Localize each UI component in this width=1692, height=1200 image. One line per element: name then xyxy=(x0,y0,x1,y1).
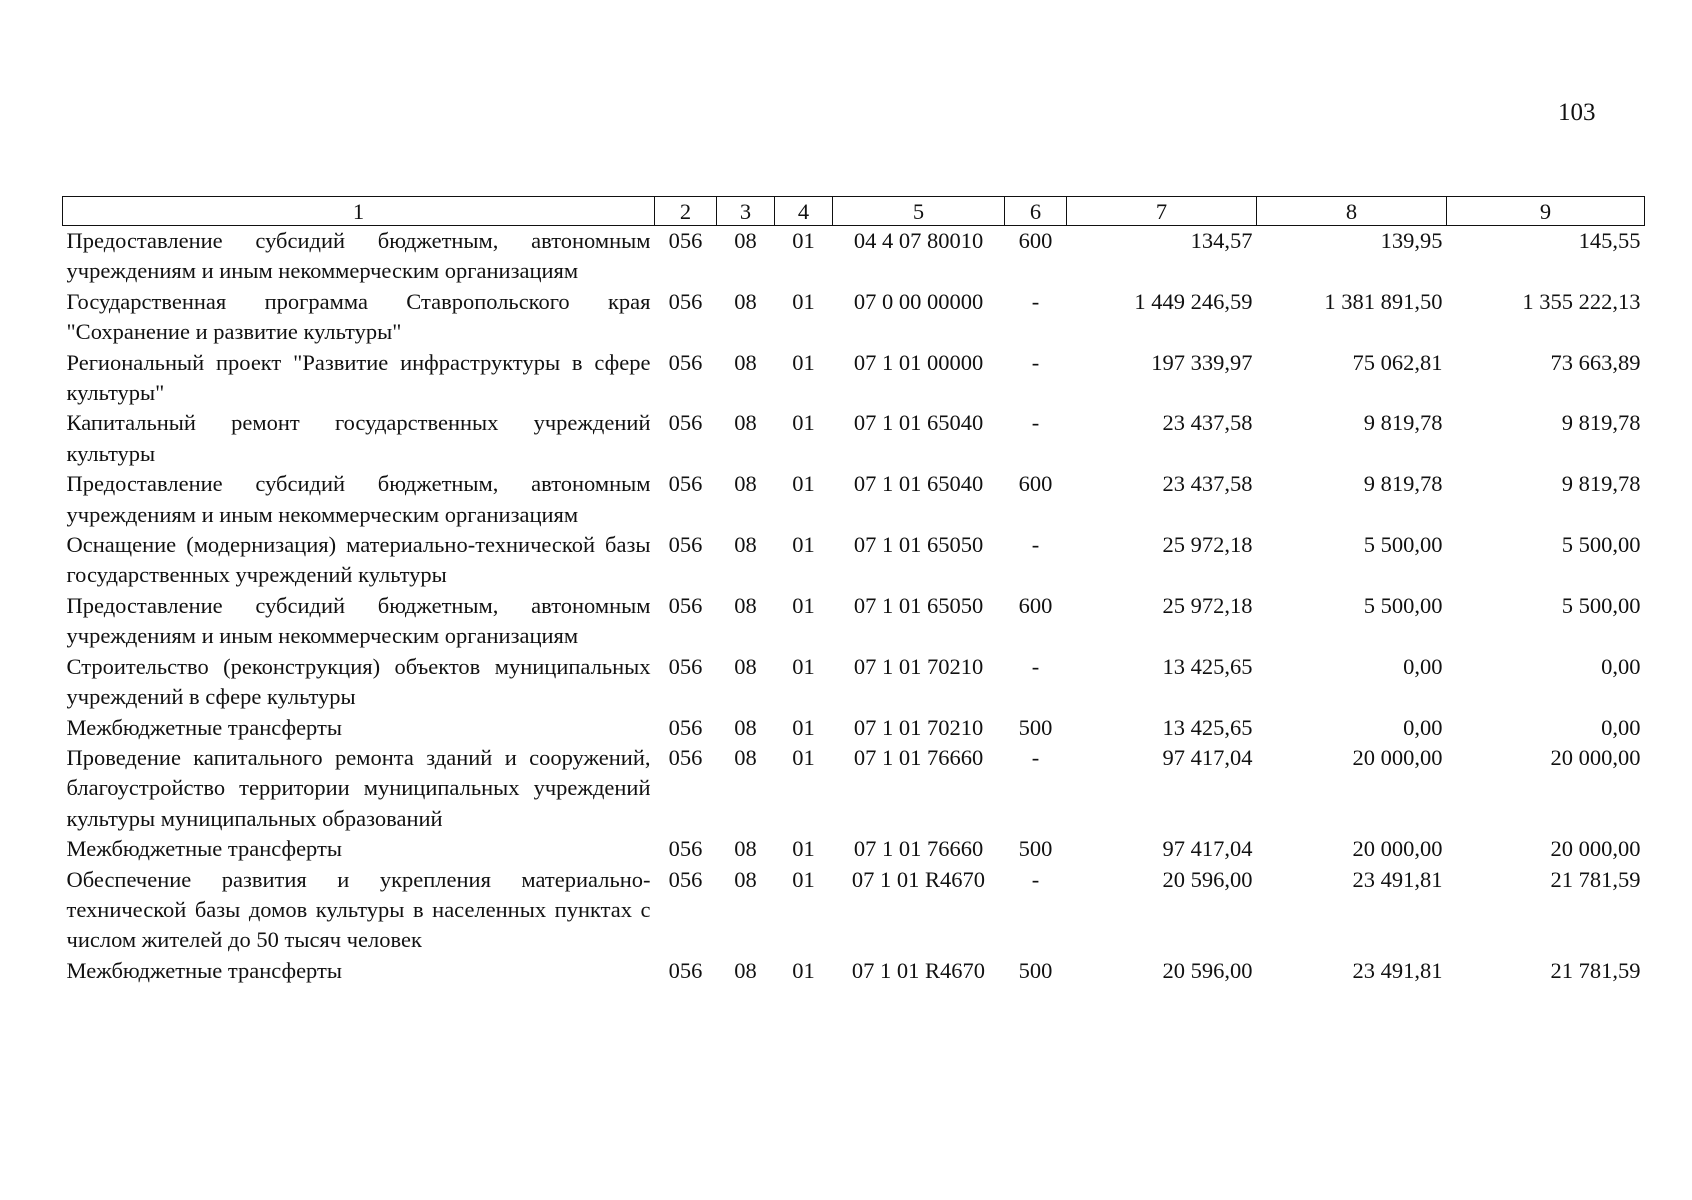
expense-type-code-cell: 600 xyxy=(1018,592,1053,618)
row-name-cell: Предоставление субсидий бюджетным, автономным учреждениям и иным некоммерческим организациям xyxy=(66,471,651,527)
section-code-cell: 08 xyxy=(734,228,757,253)
amount-year-3-cell: 20 000,00 xyxy=(1550,744,1641,770)
header-col-1: 1 xyxy=(63,197,655,226)
table-row xyxy=(63,834,1645,864)
amount-year-3-cell: 0,00 xyxy=(1601,714,1641,740)
table-row xyxy=(63,408,1645,469)
table-row xyxy=(63,865,1645,956)
row-name-cell: Межбюджетные трансферты xyxy=(66,836,342,862)
expense-type-code-cell: - xyxy=(1031,744,1040,770)
amount-year-2-cell: 23 491,81 xyxy=(1352,866,1443,892)
ministry-code-cell: 056 xyxy=(668,228,703,253)
amount-year-2-cell: 23 491,81 xyxy=(1352,957,1443,983)
amount-year-1-cell: 97 417,04 xyxy=(1162,836,1253,862)
target-article-code-cell: 07 1 01 R4670 xyxy=(851,957,986,983)
subsection-code-cell: 01 xyxy=(792,866,815,892)
subsection-code-cell: 01 xyxy=(792,410,815,436)
amount-year-2-cell: 5 500,00 xyxy=(1363,532,1443,558)
target-article-code-cell: 07 1 01 76660 xyxy=(853,744,984,770)
header-col-3: 3 xyxy=(717,197,775,226)
target-article-code-cell: 07 1 01 65050 xyxy=(853,532,984,558)
target-article-code-cell: 07 1 01 70210 xyxy=(853,714,984,740)
section-code-cell: 08 xyxy=(734,866,757,892)
subsection-code-cell: 01 xyxy=(792,349,815,375)
amount-year-3-cell: 0,00 xyxy=(1601,653,1641,679)
section-code-cell: 08 xyxy=(734,410,757,436)
amount-year-2-cell: 75 062,81 xyxy=(1352,349,1443,375)
amount-year-2-cell: 9 819,78 xyxy=(1363,471,1443,497)
amount-year-1-cell: 134,57 xyxy=(1190,228,1253,253)
section-code-cell: 08 xyxy=(734,592,757,618)
table-row xyxy=(63,652,1645,713)
expense-type-code-cell: 600 xyxy=(1018,471,1053,497)
target-article-code-cell: 07 1 01 65040 xyxy=(853,410,984,436)
expense-type-code-cell: 500 xyxy=(1018,836,1053,862)
row-name-cell: Межбюджетные трансферты xyxy=(66,957,342,983)
table-header xyxy=(63,197,1645,226)
table-row xyxy=(63,287,1645,348)
row-name-cell: Строительство (реконструкция) объектов муниципальных учреждений в сфере культуры xyxy=(66,653,651,710)
table-row xyxy=(63,743,1645,834)
row-name-cell: Капитальный ремонт государственных учреждений культуры xyxy=(66,410,651,466)
row-name-cell: Обеспечение развития и укрепления материально-технической базы домов культуры в населенных пунктах с числом жителей до 50 тысяч человек xyxy=(66,866,651,953)
amount-year-2-cell: 9 819,78 xyxy=(1363,410,1443,436)
row-name-cell: Оснащение (модернизация) материально-технической базы государственных учреждений культуры xyxy=(66,532,651,588)
header-col-8: 8 xyxy=(1257,197,1447,226)
target-article-code-cell: 04 4 07 80010 xyxy=(853,228,984,253)
amount-year-3-cell: 5 500,00 xyxy=(1561,532,1641,558)
expense-type-code-cell: - xyxy=(1031,288,1040,314)
subsection-code-cell: 01 xyxy=(792,532,815,558)
ministry-code-cell: 056 xyxy=(668,410,703,436)
section-code-cell: 08 xyxy=(734,349,757,375)
row-name-cell: Проведение капитального ремонта зданий и сооружений, благоустройство территории муниципальных учреждений культуры муниципальных образований xyxy=(66,744,651,831)
amount-year-3-cell: 21 781,59 xyxy=(1550,957,1641,983)
subsection-code-cell: 01 xyxy=(792,714,815,740)
expense-type-code-cell: 500 xyxy=(1018,957,1053,983)
ministry-code-cell: 056 xyxy=(668,744,703,770)
section-code-cell: 08 xyxy=(734,653,757,679)
ministry-code-cell: 056 xyxy=(668,714,703,740)
expense-type-code-cell: 600 xyxy=(1018,228,1053,253)
amount-year-3-cell: 5 500,00 xyxy=(1561,592,1641,618)
subsection-code-cell: 01 xyxy=(792,471,815,497)
ministry-code-cell: 056 xyxy=(668,532,703,558)
amount-year-3-cell: 20 000,00 xyxy=(1550,836,1641,862)
amount-year-1-cell: 197 339,97 xyxy=(1151,349,1253,375)
table-row xyxy=(63,348,1645,409)
row-name-cell: Предоставление субсидий бюджетным, автономным учреждениям и иным некоммерческим организациям xyxy=(66,228,651,284)
target-article-code-cell: 07 1 01 76660 xyxy=(853,836,984,862)
amount-year-3-cell: 73 663,89 xyxy=(1550,349,1641,375)
amount-year-1-cell: 13 425,65 xyxy=(1162,653,1253,679)
section-code-cell: 08 xyxy=(734,836,757,862)
header-col-2: 2 xyxy=(655,197,717,226)
ministry-code-cell: 056 xyxy=(668,957,703,983)
expense-type-code-cell: - xyxy=(1031,866,1040,892)
table-row xyxy=(63,713,1645,743)
target-article-code-cell: 07 1 01 00000 xyxy=(853,349,984,375)
ministry-code-cell: 056 xyxy=(668,288,703,314)
amount-year-2-cell: 1 381 891,50 xyxy=(1324,288,1443,314)
header-row xyxy=(63,197,1645,226)
table-body xyxy=(63,226,1645,987)
amount-year-2-cell: 20 000,00 xyxy=(1352,744,1443,770)
amount-year-3-cell: 21 781,59 xyxy=(1550,866,1641,892)
amount-year-2-cell: 0,00 xyxy=(1403,714,1443,740)
table-row xyxy=(63,226,1645,287)
amount-year-1-cell: 23 437,58 xyxy=(1162,471,1253,497)
subsection-code-cell: 01 xyxy=(792,653,815,679)
section-code-cell: 08 xyxy=(734,957,757,983)
amount-year-2-cell: 20 000,00 xyxy=(1352,836,1443,862)
amount-year-2-cell: 5 500,00 xyxy=(1363,592,1443,618)
subsection-code-cell: 01 xyxy=(792,744,815,770)
section-code-cell: 08 xyxy=(734,471,757,497)
section-code-cell: 08 xyxy=(734,744,757,770)
header-col-7: 7 xyxy=(1067,197,1257,226)
expense-type-code-cell: - xyxy=(1031,653,1040,679)
page-number: 103 xyxy=(1558,99,1596,126)
header-col-9: 9 xyxy=(1447,197,1645,226)
ministry-code-cell: 056 xyxy=(668,349,703,375)
expense-type-code-cell: - xyxy=(1031,349,1040,375)
table-row xyxy=(63,530,1645,591)
amount-year-3-cell: 9 819,78 xyxy=(1561,410,1641,436)
budget-table xyxy=(62,196,1645,986)
target-article-code-cell: 07 1 01 65040 xyxy=(853,471,984,497)
row-name-cell: Государственная программа Ставропольского края "Сохранение и развитие культуры" xyxy=(66,288,651,345)
ministry-code-cell: 056 xyxy=(668,653,703,679)
amount-year-1-cell: 25 972,18 xyxy=(1162,532,1253,558)
subsection-code-cell: 01 xyxy=(792,957,815,983)
amount-year-1-cell: 1 449 246,59 xyxy=(1134,288,1253,314)
section-code-cell: 08 xyxy=(734,288,757,314)
ministry-code-cell: 056 xyxy=(668,866,703,892)
header-col-4: 4 xyxy=(775,197,833,226)
table-row xyxy=(63,956,1645,986)
header-col-6: 6 xyxy=(1005,197,1067,226)
row-name-cell: Межбюджетные трансферты xyxy=(66,714,342,740)
expense-type-code-cell: - xyxy=(1031,410,1040,436)
ministry-code-cell: 056 xyxy=(668,471,703,497)
target-article-code-cell: 07 1 01 R4670 xyxy=(851,866,986,892)
section-code-cell: 08 xyxy=(734,714,757,740)
subsection-code-cell: 01 xyxy=(792,288,815,314)
amount-year-1-cell: 25 972,18 xyxy=(1162,592,1253,618)
amount-year-2-cell: 139,95 xyxy=(1380,228,1443,253)
target-article-code-cell: 07 1 01 70210 xyxy=(853,653,984,679)
amount-year-1-cell: 97 417,04 xyxy=(1162,744,1253,770)
amount-year-3-cell: 145,55 xyxy=(1578,228,1641,253)
amount-year-1-cell: 20 596,00 xyxy=(1162,957,1253,983)
subsection-code-cell: 01 xyxy=(792,592,815,618)
amount-year-1-cell: 20 596,00 xyxy=(1162,866,1253,892)
table-row xyxy=(63,591,1645,652)
row-name-cell: Региональный проект "Развитие инфраструктуры в сфере культуры" xyxy=(66,349,651,406)
subsection-code-cell: 01 xyxy=(792,228,815,253)
amount-year-3-cell: 9 819,78 xyxy=(1561,471,1641,497)
subsection-code-cell: 01 xyxy=(792,836,815,862)
expense-type-code-cell: 500 xyxy=(1018,714,1053,740)
target-article-code-cell: 07 0 00 00000 xyxy=(853,288,984,314)
amount-year-3-cell: 1 355 222,13 xyxy=(1522,288,1641,314)
row-name-cell: Предоставление субсидий бюджетным, автономным учреждениям и иным некоммерческим организациям xyxy=(66,592,651,649)
ministry-code-cell: 056 xyxy=(668,592,703,618)
ministry-code-cell: 056 xyxy=(668,836,703,862)
amount-year-1-cell: 13 425,65 xyxy=(1162,714,1253,740)
section-code-cell: 08 xyxy=(734,532,757,558)
expense-type-code-cell: - xyxy=(1031,532,1040,558)
target-article-code-cell: 07 1 01 65050 xyxy=(853,592,984,618)
table-row xyxy=(63,469,1645,530)
amount-year-2-cell: 0,00 xyxy=(1403,653,1443,679)
header-col-5: 5 xyxy=(833,197,1005,226)
amount-year-1-cell: 23 437,58 xyxy=(1162,410,1253,436)
